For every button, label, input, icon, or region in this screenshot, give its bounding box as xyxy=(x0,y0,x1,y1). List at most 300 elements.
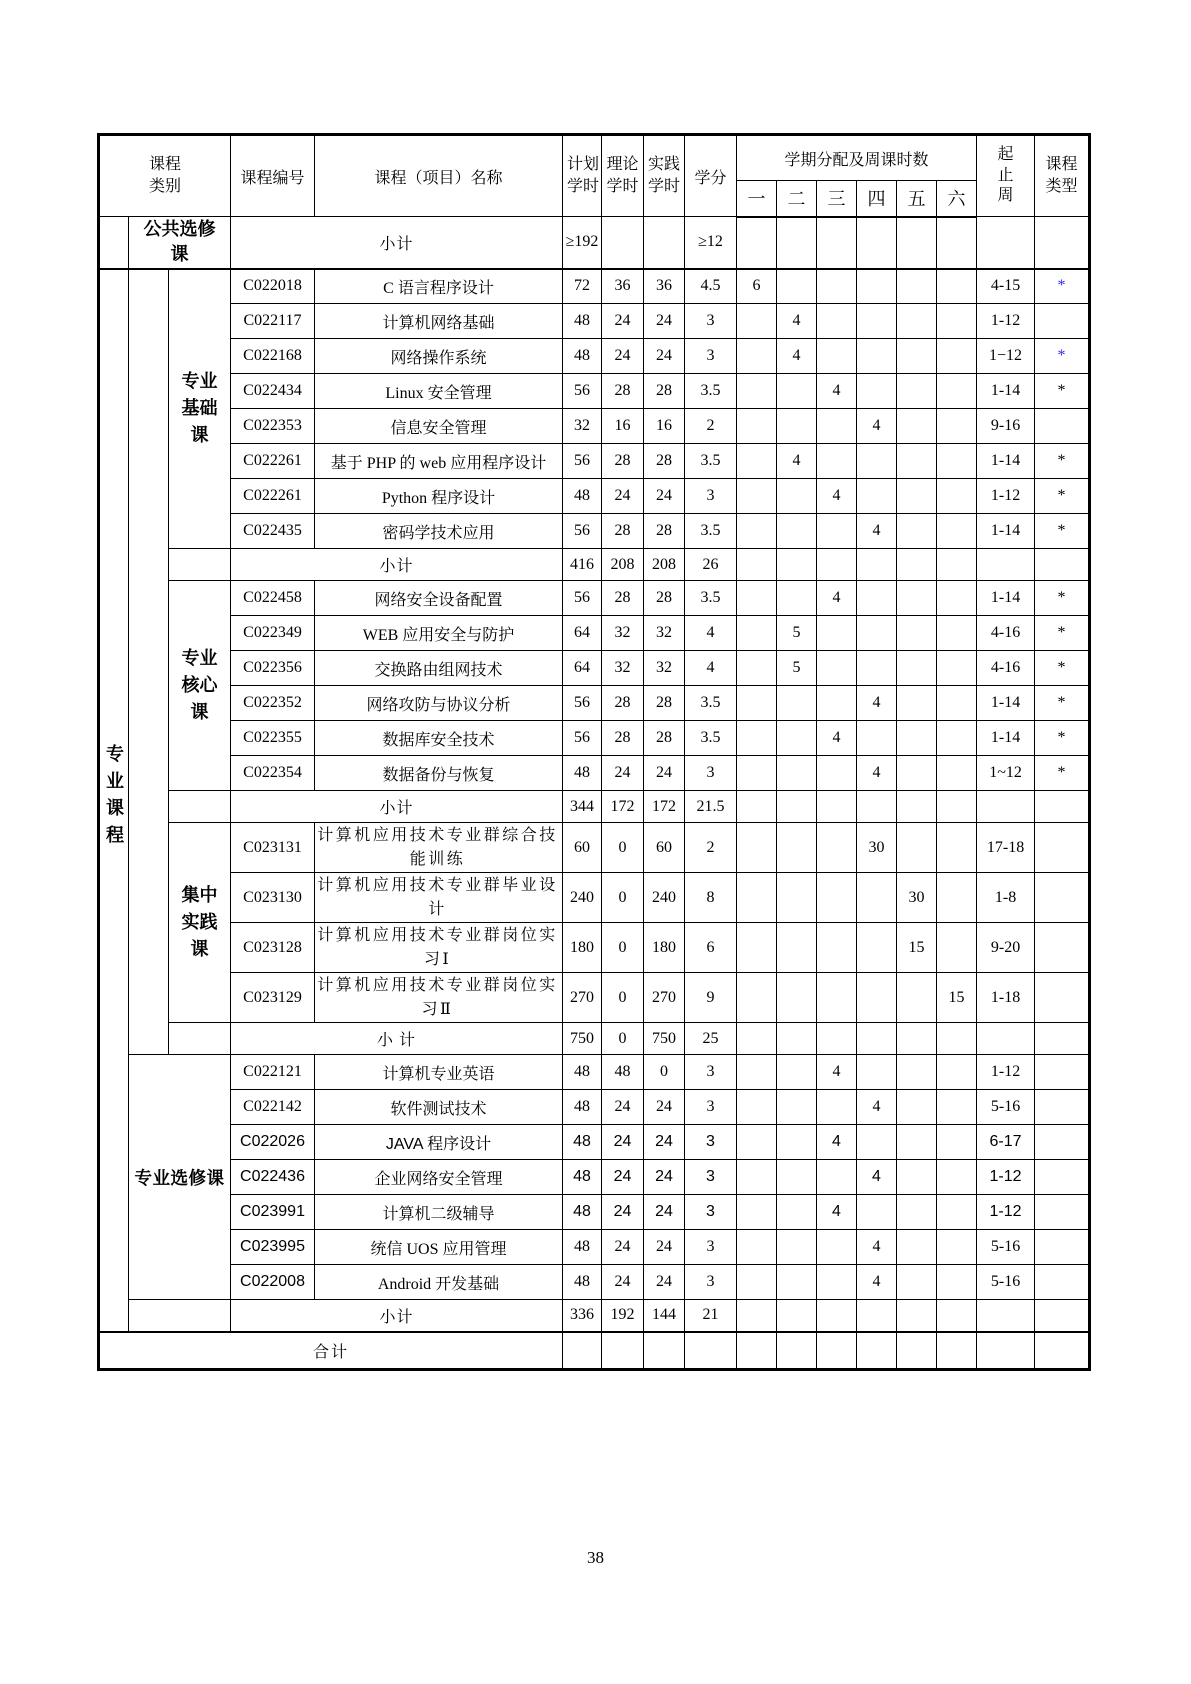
cell-semester-6 xyxy=(937,269,977,304)
header-theory-hours: 理论学时 xyxy=(602,135,644,217)
cell-theory-hours: 28 xyxy=(602,514,644,549)
cell-credit: 3.5 xyxy=(685,444,737,479)
category-professional-courses xyxy=(99,269,129,1332)
cell-theory-hours: 0 xyxy=(602,873,644,923)
cell-weeks: 4-16 xyxy=(977,616,1035,651)
cell-course-type-mark xyxy=(1035,1300,1090,1332)
cell-semester-3 xyxy=(817,1332,857,1370)
cell-semester-2 xyxy=(777,973,817,1023)
cell-course-name: 计算机网络基础 xyxy=(315,304,563,339)
grand-total-label: 合计 xyxy=(99,1332,563,1370)
cell-semester-1 xyxy=(737,756,777,791)
cell-weeks: 1-14 xyxy=(977,374,1035,409)
cell-semester-1 xyxy=(737,304,777,339)
header-practice-hours: 实践学时 xyxy=(644,135,685,217)
cell-course-type-mark xyxy=(1035,791,1090,823)
curriculum-table xyxy=(97,133,1091,1371)
cell-plan-hours: 48 xyxy=(563,1090,602,1125)
cell-course-type-mark: * xyxy=(1035,686,1090,721)
cell-semester-3: 4 xyxy=(817,479,857,514)
cell-theory-hours: 0 xyxy=(602,923,644,973)
cell-course-type-mark: * xyxy=(1035,721,1090,756)
cell-course-name: 信息安全管理 xyxy=(315,409,563,444)
cell-semester-5 xyxy=(897,409,937,444)
cell-semester-5 xyxy=(897,1055,937,1090)
cell-weeks xyxy=(977,791,1035,823)
cell-weeks xyxy=(977,1300,1035,1332)
cell-semester-2 xyxy=(777,549,817,581)
cell-theory-hours: 36 xyxy=(602,269,644,304)
cell-theory-hours: 28 xyxy=(602,374,644,409)
cell-credit: 21 xyxy=(685,1300,737,1332)
cell-course-type-mark xyxy=(1035,1055,1090,1090)
cell-course-name: 网络操作系统 xyxy=(315,339,563,374)
cell-plan-hours: 48 xyxy=(563,304,602,339)
cell-course-type-mark xyxy=(1035,1230,1090,1265)
cell-semester-4 xyxy=(857,549,897,581)
cell-course-type-mark xyxy=(1035,1332,1090,1370)
cell-semester-6 xyxy=(937,1332,977,1370)
cell-practice-hours: 172 xyxy=(644,791,685,823)
cell-semester-4 xyxy=(857,1055,897,1090)
cell-semester-1 xyxy=(737,973,777,1023)
cell-practice-hours: 24 xyxy=(644,1090,685,1125)
cell-semester-3 xyxy=(817,514,857,549)
cell-plan-hours: 344 xyxy=(563,791,602,823)
cell-weeks: 1-14 xyxy=(977,686,1035,721)
header-weeks: 起止周 xyxy=(977,135,1035,217)
cell-theory-hours xyxy=(602,217,644,269)
cell-semester-4: 4 xyxy=(857,686,897,721)
cell-plan-hours: 750 xyxy=(563,1023,602,1055)
cell-practice-hours: 28 xyxy=(644,444,685,479)
cell-practice-hours xyxy=(644,217,685,269)
cell-course-code: C023991 xyxy=(231,1195,315,1230)
cell-semester-5 xyxy=(897,304,937,339)
cell-practice-hours: 240 xyxy=(644,873,685,923)
cell-credit: 9 xyxy=(685,973,737,1023)
cell-semester-2 xyxy=(777,923,817,973)
cell-semester-6 xyxy=(937,756,977,791)
cell-practice-hours: 24 xyxy=(644,1230,685,1265)
cell-course-type-mark xyxy=(1035,1195,1090,1230)
cell-theory-hours: 24 xyxy=(602,1160,644,1195)
course-row xyxy=(99,1125,1090,1160)
course-row xyxy=(99,444,1090,479)
cell-theory-hours: 28 xyxy=(602,721,644,756)
cell-credit: 4 xyxy=(685,651,737,686)
cell-semester-6 xyxy=(937,686,977,721)
cell-semester-5: 30 xyxy=(897,873,937,923)
cell-course-code: C022018 xyxy=(231,269,315,304)
cell-semester-1 xyxy=(737,1230,777,1265)
cell-plan-hours: 240 xyxy=(563,873,602,923)
cell-semester-3 xyxy=(817,873,857,923)
cell-practice-hours: 32 xyxy=(644,651,685,686)
course-row xyxy=(99,923,1090,973)
cell-course-name: Linux 安全管理 xyxy=(315,374,563,409)
cell-course-type-mark xyxy=(1035,1023,1090,1055)
cell-course-type-mark: * xyxy=(1035,514,1090,549)
cell-semester-2 xyxy=(777,1090,817,1125)
cell-semester-6 xyxy=(937,217,977,269)
cell-course-type-mark xyxy=(1035,873,1090,923)
row-subtotal xyxy=(99,549,1090,581)
cell-plan-hours: 56 xyxy=(563,514,602,549)
header-semester-2: 二 xyxy=(777,181,817,217)
cell-credit: 3 xyxy=(685,1195,737,1230)
cell-semester-1 xyxy=(737,217,777,269)
cell-course-name: Android 开发基础 xyxy=(315,1265,563,1300)
cell-semester-2 xyxy=(777,1300,817,1332)
cell-course-name: 计算机应用技术专业群综合技能训练 xyxy=(315,823,563,873)
cell-practice-hours: 36 xyxy=(644,269,685,304)
cell-semester-6 xyxy=(937,1055,977,1090)
cell-semester-2 xyxy=(777,1055,817,1090)
cell-course-code: C023130 xyxy=(231,873,315,923)
subtotal-label: 小 计 xyxy=(231,1023,563,1055)
cell-semester-3 xyxy=(817,1230,857,1265)
cell-semester-3: 4 xyxy=(817,1125,857,1160)
cell-semester-5 xyxy=(897,756,937,791)
cell-credit: ≥12 xyxy=(685,217,737,269)
cell-credit: 3 xyxy=(685,339,737,374)
cell-semester-2 xyxy=(777,873,817,923)
cell-semester-5 xyxy=(897,269,937,304)
cell-weeks: 1-18 xyxy=(977,973,1035,1023)
cell-semester-6 xyxy=(937,1125,977,1160)
header-semester-1: 一 xyxy=(737,181,777,217)
subtotal-label: 小计 xyxy=(231,549,563,581)
cell-semester-5 xyxy=(897,549,937,581)
cell-semester-3 xyxy=(817,409,857,444)
course-row xyxy=(99,756,1090,791)
cell-theory-hours: 32 xyxy=(602,616,644,651)
cell-plan-hours: 48 xyxy=(563,1125,602,1160)
header-plan-hours: 计划学时 xyxy=(563,135,602,217)
cell-semester-2 xyxy=(777,1265,817,1300)
cell-semester-3 xyxy=(817,686,857,721)
cell-weeks: 1-14 xyxy=(977,721,1035,756)
cell-semester-6 xyxy=(937,374,977,409)
cell-semester-3 xyxy=(817,1090,857,1125)
cell-plan-hours: 64 xyxy=(563,651,602,686)
cell-semester-5 xyxy=(897,791,937,823)
header-semester-group: 学期分配及周课时数 xyxy=(737,135,977,181)
course-row xyxy=(99,1230,1090,1265)
cell-course-code: C022435 xyxy=(231,514,315,549)
cell-practice-hours: 24 xyxy=(644,1160,685,1195)
cell-course-code: C023131 xyxy=(231,823,315,873)
cell-semester-2 xyxy=(777,514,817,549)
cell-semester-2 xyxy=(777,823,817,873)
cell-weeks: 1-12 xyxy=(977,1195,1035,1230)
cell-theory-hours: 0 xyxy=(602,823,644,873)
cell-credit: 3.5 xyxy=(685,514,737,549)
cell-practice-hours: 24 xyxy=(644,1125,685,1160)
cell-theory-hours: 28 xyxy=(602,581,644,616)
cell-semester-6 xyxy=(937,444,977,479)
cell-credit xyxy=(685,1332,737,1370)
cell-course-type-mark: * xyxy=(1035,581,1090,616)
cell-semester-2: 4 xyxy=(777,304,817,339)
cell-semester-1 xyxy=(737,721,777,756)
cell-semester-4 xyxy=(857,479,897,514)
cell-semester-5 xyxy=(897,339,937,374)
cell-semester-2: 4 xyxy=(777,339,817,374)
cell-plan-hours: 56 xyxy=(563,374,602,409)
cell-credit: 3.5 xyxy=(685,686,737,721)
cell-semester-3 xyxy=(817,217,857,269)
cell-theory-hours: 16 xyxy=(602,409,644,444)
cell-semester-4: 4 xyxy=(857,1160,897,1195)
cell-semester-3 xyxy=(817,1265,857,1300)
category-label: 集中实践课 xyxy=(181,885,218,959)
cell-course-code: C022008 xyxy=(231,1265,315,1300)
cell-semester-6 xyxy=(937,873,977,923)
cell-semester-4 xyxy=(857,269,897,304)
cell-theory-hours: 24 xyxy=(602,1230,644,1265)
cell-course-type-mark xyxy=(1035,304,1090,339)
cell-course-code: C022434 xyxy=(231,374,315,409)
cell-course-type-mark xyxy=(1035,1090,1090,1125)
course-row xyxy=(99,409,1090,444)
cell-weeks xyxy=(977,1023,1035,1055)
cell-weeks: 1-12 xyxy=(977,1055,1035,1090)
cell-semester-4 xyxy=(857,444,897,479)
course-row xyxy=(99,514,1090,549)
cell-semester-5 xyxy=(897,1230,937,1265)
cell-theory-hours: 28 xyxy=(602,686,644,721)
cell-course-name: 计算机应用技术专业群岗位实习Ⅱ xyxy=(315,973,563,1023)
course-row xyxy=(99,374,1090,409)
cell-semester-5: 15 xyxy=(897,923,937,973)
cell-theory-hours: 24 xyxy=(602,479,644,514)
header-semester-3: 三 xyxy=(817,181,857,217)
row-grand-total xyxy=(99,1332,1090,1370)
cell-plan-hours: 48 xyxy=(563,1195,602,1230)
cell-semester-4: 4 xyxy=(857,1230,897,1265)
cell-plan-hours: 48 xyxy=(563,1160,602,1195)
cell-course-code: C022026 xyxy=(231,1125,315,1160)
cell-course-name: Python 程序设计 xyxy=(315,479,563,514)
cell-practice-hours: 24 xyxy=(644,304,685,339)
cell-plan-hours: 56 xyxy=(563,686,602,721)
cell-semester-6 xyxy=(937,514,977,549)
cell-semester-6 xyxy=(937,651,977,686)
category-label: 专业课程 xyxy=(104,743,124,852)
cell-course-code: C022349 xyxy=(231,616,315,651)
subtotal-label: 小计 xyxy=(231,217,563,269)
cell-semester-1 xyxy=(737,1023,777,1055)
cell-credit: 3 xyxy=(685,1090,737,1125)
cell-course-type-mark: * xyxy=(1035,339,1090,374)
cell-semester-1 xyxy=(737,581,777,616)
cell-practice-hours: 144 xyxy=(644,1300,685,1332)
cell-course-code: C022261 xyxy=(231,479,315,514)
cell-course-type-mark xyxy=(1035,973,1090,1023)
cell-semester-6 xyxy=(937,479,977,514)
cell-weeks: 1−12 xyxy=(977,339,1035,374)
cell-course-name: 计算机应用技术专业群岗位实习Ⅰ xyxy=(315,923,563,973)
cell-semester-3 xyxy=(817,791,857,823)
cell-semester-2 xyxy=(777,374,817,409)
row-subtotal xyxy=(99,1023,1090,1055)
cell-course-type-mark xyxy=(1035,549,1090,581)
cell-semester-6 xyxy=(937,549,977,581)
cell-semester-6: 15 xyxy=(937,973,977,1023)
category-spacer xyxy=(169,791,231,823)
cell-credit: 3 xyxy=(685,1265,737,1300)
cell-course-code: C022458 xyxy=(231,581,315,616)
cell-credit: 25 xyxy=(685,1023,737,1055)
cell-semester-3 xyxy=(817,756,857,791)
cell-semester-5 xyxy=(897,1160,937,1195)
cell-weeks: 17-18 xyxy=(977,823,1035,873)
cell-semester-3: 4 xyxy=(817,374,857,409)
cell-semester-3 xyxy=(817,549,857,581)
cell-plan-hours xyxy=(563,1332,602,1370)
cell-course-code: C022121 xyxy=(231,1055,315,1090)
cell-course-code: C022117 xyxy=(231,304,315,339)
category-core xyxy=(169,581,231,791)
cell-semester-5 xyxy=(897,721,937,756)
cell-semester-5 xyxy=(897,514,937,549)
course-row xyxy=(99,686,1090,721)
cell-course-code: C022261 xyxy=(231,444,315,479)
cell-semester-5 xyxy=(897,374,937,409)
cell-semester-6 xyxy=(937,1265,977,1300)
cell-semester-4 xyxy=(857,651,897,686)
cell-credit: 3 xyxy=(685,1230,737,1265)
cell-credit: 3.5 xyxy=(685,374,737,409)
cell-semester-5 xyxy=(897,444,937,479)
cell-plan-hours: 48 xyxy=(563,1230,602,1265)
course-row xyxy=(99,304,1090,339)
cell-semester-2 xyxy=(777,1195,817,1230)
cell-semester-6 xyxy=(937,823,977,873)
cell-credit: 3.5 xyxy=(685,721,737,756)
cell-semester-5 xyxy=(897,581,937,616)
cell-semester-4 xyxy=(857,923,897,973)
cell-theory-hours: 208 xyxy=(602,549,644,581)
cell-semester-4 xyxy=(857,581,897,616)
cell-semester-3 xyxy=(817,1023,857,1055)
header-name: 课程（项目）名称 xyxy=(315,135,563,217)
cell-semester-4 xyxy=(857,791,897,823)
cell-semester-4 xyxy=(857,1125,897,1160)
cell-semester-3 xyxy=(817,923,857,973)
cell-theory-hours xyxy=(602,1332,644,1370)
cell-plan-hours: 180 xyxy=(563,923,602,973)
cell-semester-1 xyxy=(737,1300,777,1332)
cell-semester-4: 4 xyxy=(857,1265,897,1300)
cell-plan-hours: 48 xyxy=(563,339,602,374)
category-public-elective xyxy=(129,217,231,269)
category-spacer xyxy=(129,1300,231,1332)
cell-semester-2 xyxy=(777,1332,817,1370)
cell-weeks: 5-16 xyxy=(977,1265,1035,1300)
course-row xyxy=(99,823,1090,873)
cell-course-name: JAVA 程序设计 xyxy=(315,1125,563,1160)
cell-semester-6 xyxy=(937,923,977,973)
cell-semester-1 xyxy=(737,1332,777,1370)
course-row xyxy=(99,973,1090,1023)
cell-semester-6 xyxy=(937,581,977,616)
cell-course-name: 基于 PHP 的 web 应用程序设计 xyxy=(315,444,563,479)
cell-plan-hours: 72 xyxy=(563,269,602,304)
cell-weeks xyxy=(977,549,1035,581)
cell-semester-3 xyxy=(817,269,857,304)
cell-course-code: C022142 xyxy=(231,1090,315,1125)
cell-weeks: 9-16 xyxy=(977,409,1035,444)
cell-theory-hours: 28 xyxy=(602,444,644,479)
row-subtotal xyxy=(99,1300,1090,1332)
course-row xyxy=(99,1090,1090,1125)
cell-semester-4 xyxy=(857,374,897,409)
cell-practice-hours: 16 xyxy=(644,409,685,444)
cell-plan-hours: 64 xyxy=(563,616,602,651)
course-row xyxy=(99,616,1090,651)
cell-practice-hours: 0 xyxy=(644,1055,685,1090)
cell-semester-5 xyxy=(897,479,937,514)
cell-theory-hours: 172 xyxy=(602,791,644,823)
cell-semester-6 xyxy=(937,1023,977,1055)
cell-semester-2 xyxy=(777,756,817,791)
cell-plan-hours: 270 xyxy=(563,973,602,1023)
cell-semester-4 xyxy=(857,616,897,651)
cell-weeks: 1-14 xyxy=(977,514,1035,549)
course-row xyxy=(99,1160,1090,1195)
course-row xyxy=(99,1265,1090,1300)
cell-weeks: 1-14 xyxy=(977,444,1035,479)
cell-semester-1 xyxy=(737,444,777,479)
cell-course-type-mark xyxy=(1035,923,1090,973)
cell-course-name: 计算机专业英语 xyxy=(315,1055,563,1090)
cell-course-type-mark: * xyxy=(1035,651,1090,686)
category-basic xyxy=(169,269,231,549)
cell-course-type-mark xyxy=(1035,1125,1090,1160)
cell-semester-2 xyxy=(777,686,817,721)
cell-plan-hours: 416 xyxy=(563,549,602,581)
cell-theory-hours: 0 xyxy=(602,1023,644,1055)
cell-course-name: 网络安全设备配置 xyxy=(315,581,563,616)
cell-practice-hours: 28 xyxy=(644,581,685,616)
category-practice xyxy=(169,823,231,1023)
cell-semester-1 xyxy=(737,549,777,581)
cell-semester-2 xyxy=(777,1230,817,1265)
cell-semester-1 xyxy=(737,339,777,374)
cell-plan-hours: 56 xyxy=(563,721,602,756)
cell-course-type-mark: * xyxy=(1035,616,1090,651)
cell-semester-5 xyxy=(897,1265,937,1300)
cell-semester-3 xyxy=(817,616,857,651)
category-label: 专业核心课 xyxy=(181,648,218,722)
cell-semester-6 xyxy=(937,409,977,444)
cell-credit: 4.5 xyxy=(685,269,737,304)
cell-semester-3 xyxy=(817,339,857,374)
cell-semester-1 xyxy=(737,514,777,549)
cell-semester-3 xyxy=(817,973,857,1023)
cell-course-code: C022355 xyxy=(231,721,315,756)
cell-practice-hours: 28 xyxy=(644,721,685,756)
category-spacer-column xyxy=(129,269,169,1055)
cell-course-name: 计算机二级辅导 xyxy=(315,1195,563,1230)
cell-semester-1: 6 xyxy=(737,269,777,304)
cell-plan-hours: ≥192 xyxy=(563,217,602,269)
cell-semester-1 xyxy=(737,651,777,686)
cell-theory-hours: 0 xyxy=(602,973,644,1023)
